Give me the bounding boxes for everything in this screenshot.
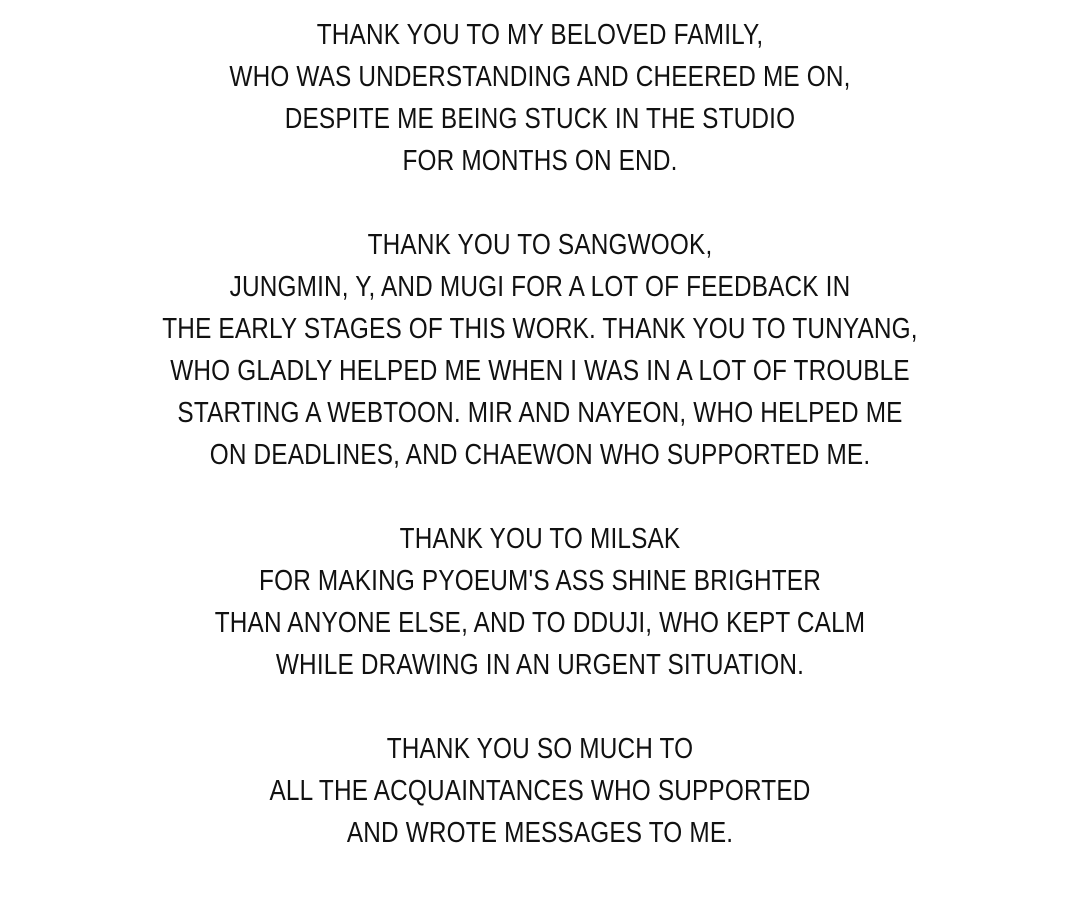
paragraph-friends [0,224,1080,476]
text-line: THANK YOU TO SANGWOOK, [367,229,713,261]
text-line: ON DEADLINES, AND CHAEWON WHO SUPPORTED ME. [209,439,871,471]
text-line: THAN ANYONE ELSE, AND TO DDUJI, WHO KEPT CALM [214,607,866,639]
acknowledgements-page [0,14,1080,854]
text-line: AND WROTE MESSAGES TO ME. [346,817,734,849]
text-line: THANK YOU SO MUCH TO [386,733,694,765]
paragraph-family [0,14,1080,182]
text-line: WHO GLADLY HELPED ME WHEN I WAS IN A LOT OF TROUBLE [170,355,910,387]
text-line: THANK YOU TO MY BELOVED FAMILY, [316,19,764,51]
text-line: WHO WAS UNDERSTANDING AND CHEERED ME ON, [229,61,851,93]
text-line: THE EARLY STAGES OF THIS WORK. THANK YOU TO TUNYANG, [162,313,918,345]
text-line: FOR MAKING PYOEUM'S ASS SHINE BRIGHTER [259,565,821,597]
text-line: FOR MONTHS ON END. [402,145,678,177]
text-line: ALL THE ACQUAINTANCES WHO SUPPORTED [269,775,811,807]
text-line: STARTING A WEBTOON. MIR AND NAYEON, WHO HELPED ME [177,397,903,429]
text-line: JUNGMIN, Y, AND MUGI FOR A LOT OF FEEDBACK IN [229,271,851,303]
text-line: WHILE DRAWING IN AN URGENT SITUATION. [275,649,805,681]
paragraph-acquaintances [0,728,1080,854]
paragraph-assistants [0,518,1080,686]
text-line: DESPITE ME BEING STUCK IN THE STUDIO [284,103,796,135]
text-line: THANK YOU TO MILSAK [399,523,681,555]
